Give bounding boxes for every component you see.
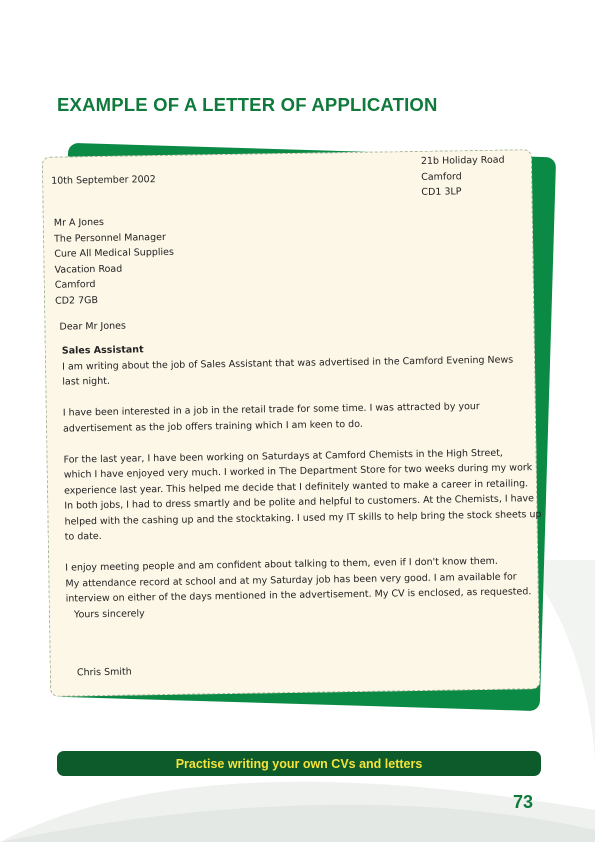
- sender-address-line: 21b Holiday Road: [420, 154, 505, 167]
- signature: Chris Smith: [76, 666, 132, 679]
- body-line: helped with the cashing up and the stocktaking. I used my IT skills to help bring the stock sheets up: [64, 508, 542, 528]
- body-line: which I have enjoyed very much. I worked in The Department Store for two weeks during my work: [63, 462, 533, 481]
- body-line: My attendance record at school and at my Saturday job has been very good. I am available for: [65, 570, 517, 590]
- body-line: interview on either of the days mentioned in the advertisement. My CV is enclosed, as requested.: [65, 586, 532, 605]
- letter-subject: Sales Assistant: [61, 344, 144, 357]
- tip-banner-text: Practise writing your own CVs and letters: [175, 756, 423, 771]
- body-line: I have been interested in a job in the retail trade for some time. I was attracted by your: [62, 401, 480, 419]
- letter-body: [62, 336, 543, 607]
- body-line: For the last year, I have been working on Saturdays at Camford Chemists in the High Street,: [63, 447, 503, 466]
- salutation: Dear Mr Jones: [59, 320, 127, 333]
- sender-address: [421, 153, 505, 201]
- closing: Yours sincerely: [73, 608, 145, 621]
- body-line: I enjoy meeting people and am confident about talking to them, even if I don't know them.: [65, 555, 499, 574]
- body-line: last night.: [62, 375, 111, 388]
- sender-address-line: CD1 3LP: [421, 186, 462, 198]
- body-line: experience last year. This helped me decide that I definitely wanted to make a career in retailing.: [63, 477, 529, 497]
- page-number: 73: [513, 792, 534, 812]
- sender-address-line: Camford: [421, 170, 462, 183]
- body-line: to date.: [64, 530, 102, 543]
- body-line: I am writing about the job of Sales Assistant that was advertised in the Camford Evening News: [61, 354, 514, 373]
- recipient-line: Camford: [54, 279, 96, 291]
- recipient-line: CD2 7GB: [54, 294, 99, 307]
- body-line: advertisement as the job offers training which I am keen to do.: [62, 418, 363, 435]
- recipient-address: [54, 214, 175, 309]
- letter-card: [42, 149, 540, 697]
- body-line: In both jobs, I had to dress smartly and be polite and helpful to customers. At the Chemists, I have: [64, 493, 535, 512]
- recipient-line: The Personnel Manager: [53, 231, 166, 245]
- recipient-line: Cure All Medical Supplies: [54, 246, 175, 260]
- recipient-line: Mr A Jones: [53, 216, 104, 229]
- recipient-line: Vacation Road: [54, 263, 123, 276]
- letter-date: 10th September 2002: [51, 174, 156, 187]
- page-title: EXAMPLE OF A LETTER OF APPLICATION: [57, 94, 438, 115]
- tip-banner: [57, 751, 541, 776]
